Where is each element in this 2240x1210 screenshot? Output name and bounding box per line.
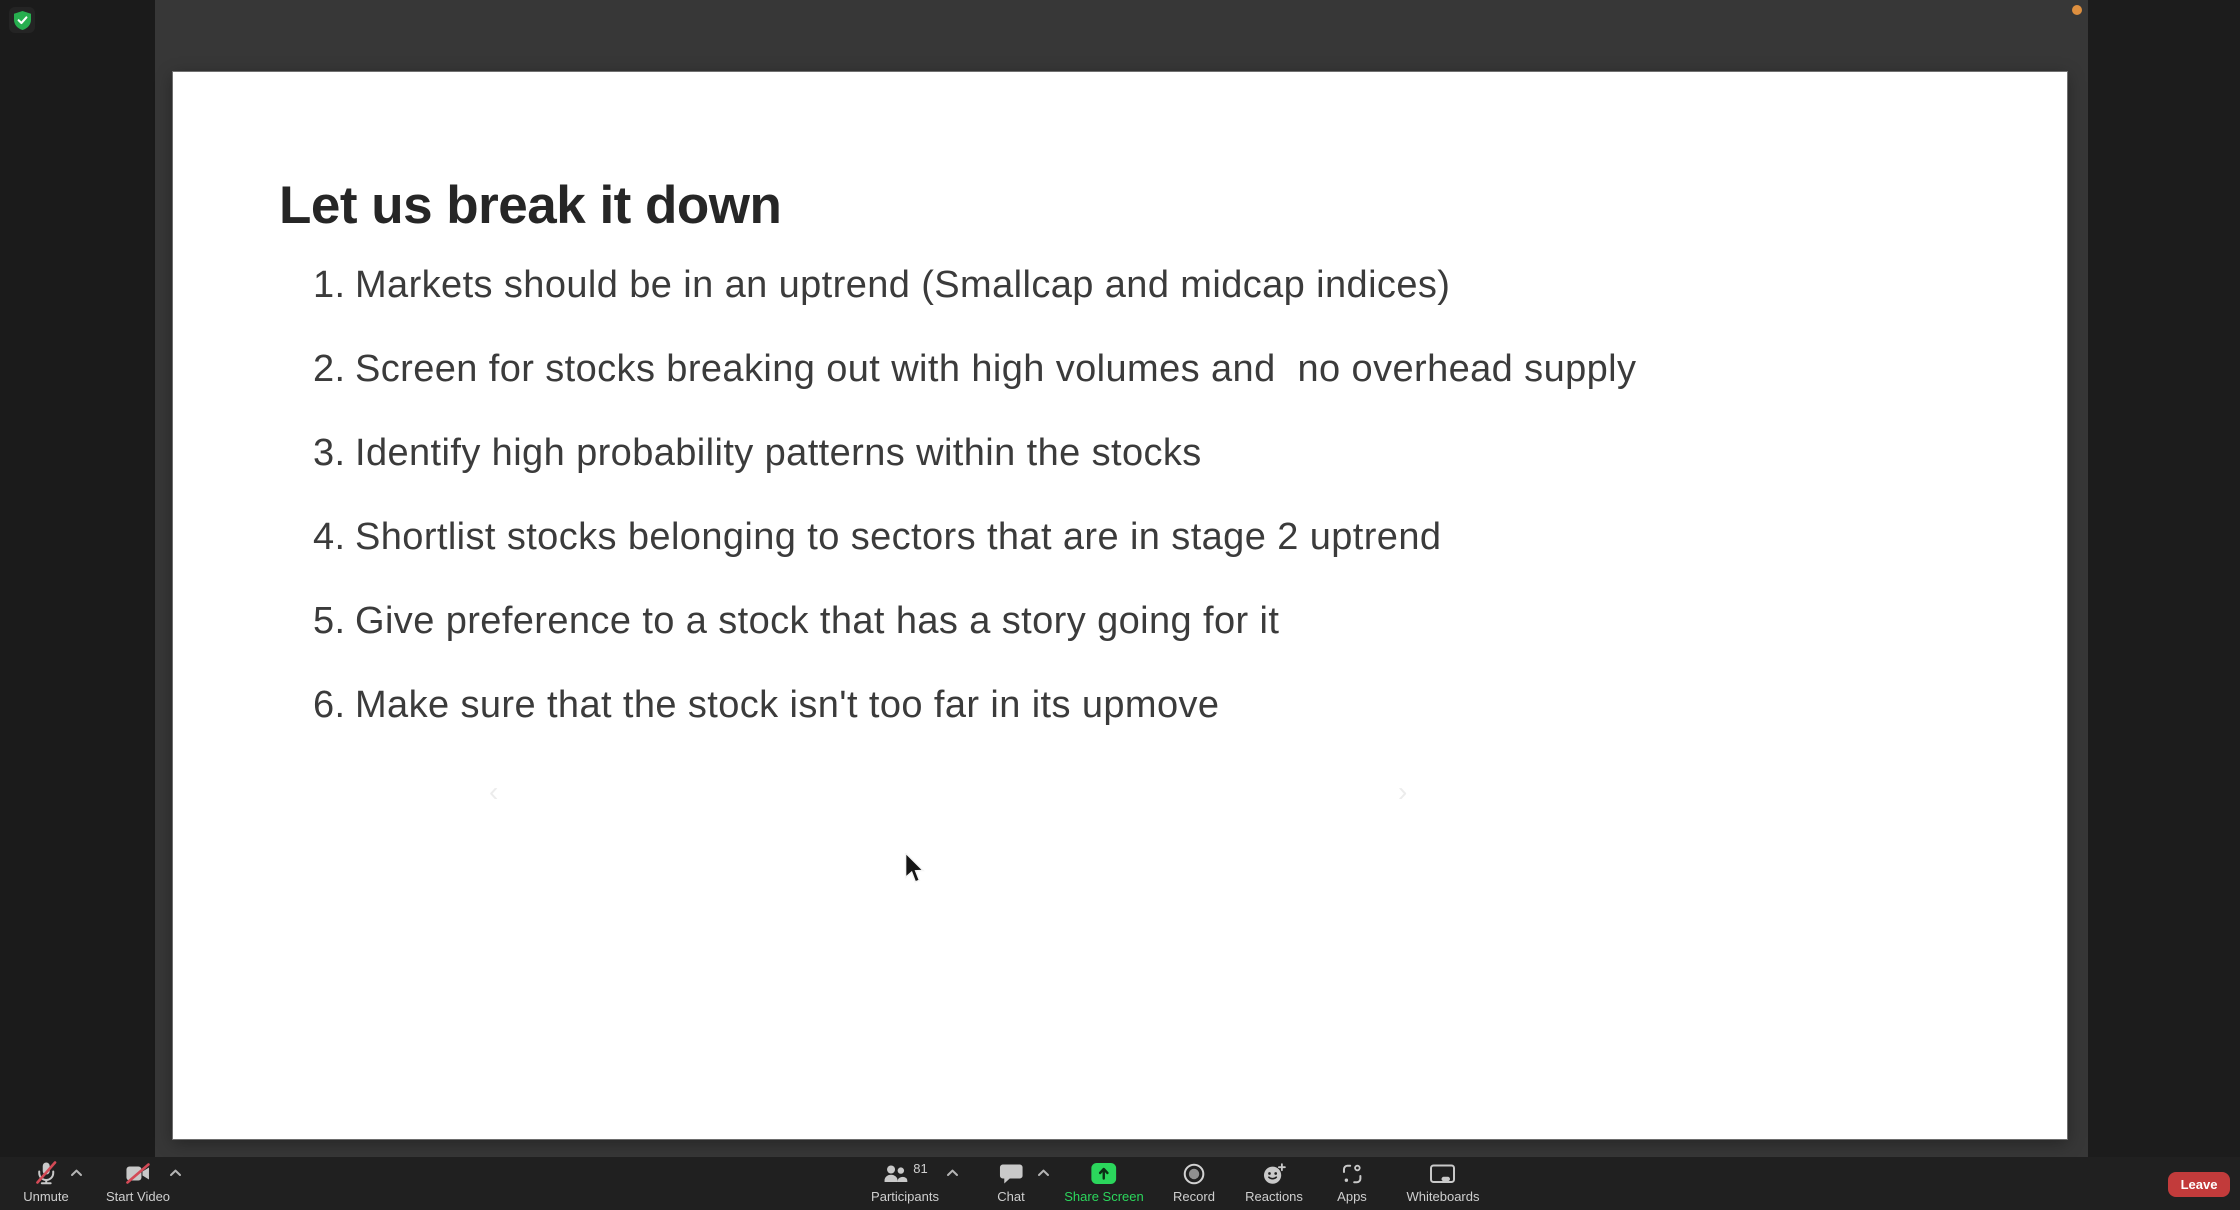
unmute-button[interactable] [23,1160,69,1203]
participants-icon [882,1163,908,1185]
apps-label: Apps [1337,1189,1367,1204]
chat-options-caret-icon[interactable] [1037,1169,1050,1177]
record-label: Record [1173,1189,1215,1204]
apps-icon [1341,1163,1363,1185]
slide-list-item [313,518,1441,556]
participants-button[interactable] [871,1160,939,1203]
unmute-label: Unmute [23,1189,69,1204]
security-shield-button[interactable] [9,7,35,33]
video-off-icon [125,1163,151,1184]
chat-bubble-icon [999,1163,1023,1185]
whiteboard-icon [1430,1163,1456,1185]
slide-list-item [313,350,1636,388]
apps-button[interactable] [1337,1160,1367,1203]
list-number: 4. [313,516,346,558]
reactions-button[interactable] [1245,1160,1303,1203]
slide-list-item [313,266,1450,304]
list-number: 5. [313,600,346,642]
mouse-cursor [903,853,925,885]
list-text: Identify high probability patterns within the stocks [355,432,1202,474]
presentation-slide [173,72,2067,1139]
slide-list-item [313,602,1279,640]
slide-next-mark: › [1398,776,1408,807]
list-number: 3. [313,432,346,474]
list-text: Screen for stocks breaking out with high volumes and no overhead supply [355,348,1637,390]
list-text: Make sure that the stock isn't too far in its upmove [355,684,1220,726]
meeting-toolbar [0,1157,2240,1210]
participants-options-caret-icon[interactable] [946,1169,959,1177]
list-number: 2. [313,348,346,390]
slide-title: Let us break it down [279,176,782,235]
leave-button[interactable]: Leave [2168,1172,2230,1197]
slide-prev-mark: ‹ [489,776,499,807]
recording-status-dot [2072,5,2082,15]
start-video-button[interactable] [106,1160,170,1203]
right-letterbox-strip [2088,0,2240,1157]
chat-button[interactable] [997,1160,1024,1203]
record-icon [1183,1163,1205,1185]
list-text: Shortlist stocks belonging to sectors that are in stage 2 uptrend [355,516,1442,558]
video-options-caret-icon[interactable] [169,1169,182,1177]
shield-check-icon [14,11,31,30]
share-screen-button[interactable] [1064,1160,1144,1203]
list-text: Give preference to a stock that has a story going for it [355,600,1280,642]
participants-label: Participants [871,1189,939,1204]
reactions-label: Reactions [1245,1189,1303,1204]
list-text: Markets should be in an uptrend (Smallcap and midcap indices) [355,264,1451,306]
reactions-smiley-icon [1262,1163,1286,1185]
share-screen-label: Share Screen [1064,1189,1144,1204]
participants-count-badge: 81 [913,1161,928,1176]
list-number: 1. [313,264,346,306]
share-screen-icon [1092,1163,1117,1184]
start-video-label: Start Video [105,1189,171,1204]
mic-options-caret-icon[interactable] [70,1169,83,1177]
whiteboards-label: Whiteboards [1406,1189,1480,1204]
list-number: 6. [313,684,346,726]
whiteboards-button[interactable] [1407,1160,1480,1203]
record-button[interactable] [1173,1160,1215,1203]
slide-list-item [313,434,1202,472]
slide-list-item [313,686,1219,724]
chat-label: Chat [997,1189,1025,1204]
mic-muted-icon [34,1161,58,1186]
